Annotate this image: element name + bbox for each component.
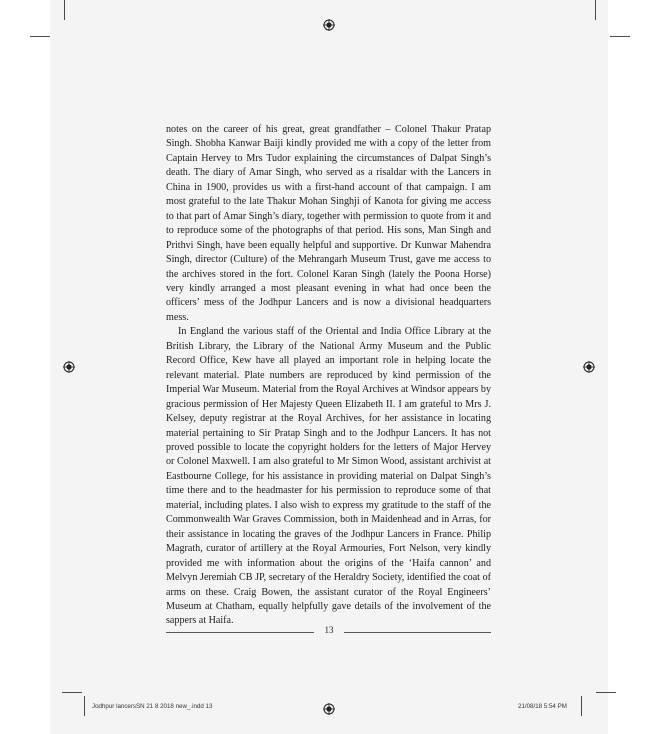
crop-mark <box>610 36 630 37</box>
crop-mark <box>62 692 82 693</box>
crop-mark <box>64 0 65 20</box>
slug-filename: Jodhpur lancersSN 21 8 2018 new_.indd 13 <box>92 703 213 710</box>
body-text <box>166 123 491 629</box>
crop-mark <box>595 0 596 20</box>
registration-mark-icon <box>323 19 335 31</box>
crop-mark <box>30 36 50 37</box>
registration-mark-icon <box>323 703 335 715</box>
paragraph: In England the various staff of the Oriental and India Office Library at the British Library, the Library of the National Army Museum and the Public Record Office, Kew have all played an important role in helping locate the relevant material. Plate numbers are reproduced by kind permission of the Imperial War Museum. Material from the Royal Archives at Windsor appears by gracious permission of Her Majesty Queen Elizabeth II. I am grateful to Mrs J. Kelsey, deputy registrar at the Royal Archives, for her assistance in locating material pertaining to Sir Pratap Singh and to the Jodhpur Lancers. It has not proved possible to locate the copyright holders for the letters of Major Hervey or Colonel Maxwell. I am also grateful to Mr Simon Wood, assistant archivist at Eastbourne College, for his assistance in providing material on Dalpat Singh’s time there and to the headmaster for his permission to reproduce some of that material, including plates. I also wish to express my gratitude to the staff of the Commonwealth War Graves Commission, both in Maidenhead and in Arras, for their assistance in locating the graves of the Jodhpur Lancers in France. Philip Magrath, curator of artillery at the Royal Armouries, Fort Nelson, very kindly provided me with information about the origins of the ‘Haifa cannon’ and Melvyn Jeremiah CB JP, secretary of the Heraldry Society, identified the coat of arms on these. Craig Bowen, the assistant curator of the Royal Engineers’ Museum at Chatham, equally helpfully gave details of the involvement of the sappers at Haifa. <box>166 326 491 627</box>
page-number: 13 <box>324 625 334 635</box>
slug-date: 21/08/18 5:54 PM <box>518 703 567 710</box>
paragraph: notes on the career of his great, great grandfather – Colonel Thakur Pratap Singh. Shobha Kanwar Baiji kindly provided me with a copy of the letter from Captain Hervey to Mrs Tudor explaining the circumstances of Dalpat Singh’s death. The diary of Amar Singh, who served as a risaldar with the Lancers in China in 1900, provides us with a first-hand account of that campaign. I am most grateful to the late Thakur Mohan Singhji of Kanota for giving me access to that part of Amar Singh’s diary, together with permission to quote from it and to reproduce some of the photographs of that period. His sons, Man Singh and Prithvi Singh, have been equally helpful and supportive. Dr Kunwar Mahendra Singh, director (Culture) of the Mehrangarh Museum Trust, gave me access to the archives stored in the fort. Colonel Karan Singh (lately the Poona Horse) very kindly arranged a most pleasant evening in what had once been the officers’ mess of the Jodhpur Lancers and is now a divisional headquarters mess. <box>166 124 491 323</box>
crop-mark <box>84 696 85 716</box>
footer-rule-right <box>344 632 491 633</box>
footer-rule-left <box>166 632 314 633</box>
crop-mark <box>596 692 616 693</box>
crop-mark <box>581 696 582 716</box>
registration-mark-icon <box>63 361 75 373</box>
registration-mark-icon <box>583 361 595 373</box>
